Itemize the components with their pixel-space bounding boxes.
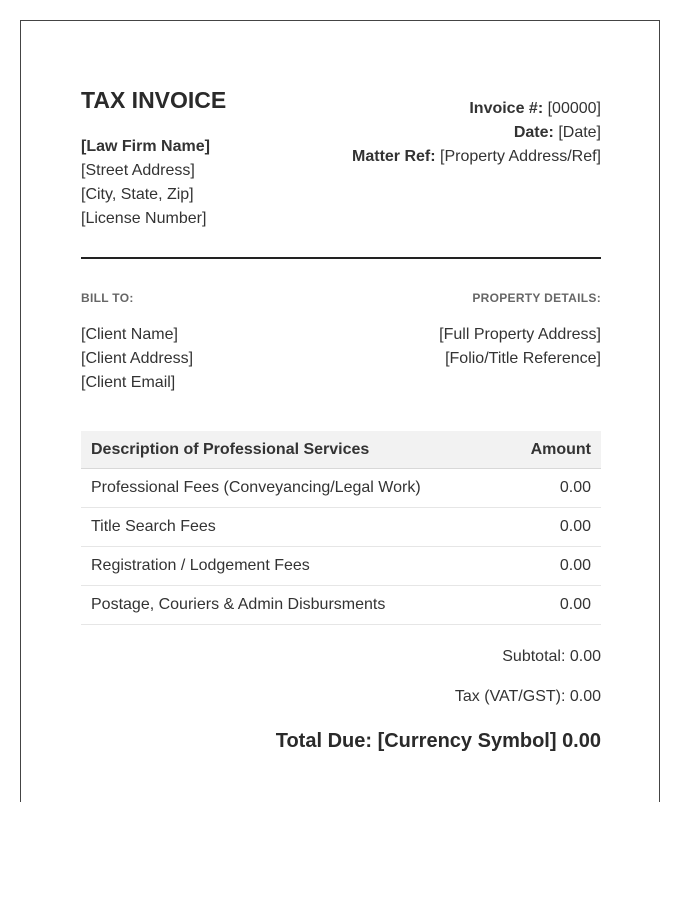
service-amount: 0.00 [504, 508, 601, 547]
services-header-row [81, 431, 601, 469]
services-table [81, 431, 601, 625]
total-due: Total Due: [Currency Symbol] 0.00 [275, 730, 601, 752]
totals-section [81, 645, 601, 753]
bill-to-details [81, 323, 193, 395]
invoice-title: TAX INVOICE [81, 87, 227, 113]
property-label: PROPERTY DETAILS: [472, 291, 601, 305]
invoice-header [81, 85, 601, 231]
bill-to-section [81, 291, 193, 395]
matter-ref-line [352, 145, 601, 169]
property-folio: [Folio/Title Reference] [445, 350, 601, 367]
invoice-date-label: Date: [513, 124, 554, 141]
property-address: [Full Property Address] [439, 326, 601, 343]
description-header: Description of Professional Services [81, 431, 504, 469]
firm-city: [City, State, Zip] [81, 186, 194, 203]
amount-header: Amount [504, 431, 601, 469]
matter-ref-value: [Property Address/Ref] [440, 148, 601, 165]
invoice-content [81, 85, 601, 753]
client-address: [Client Address] [81, 350, 194, 367]
invoice-date-value: [Date] [558, 124, 601, 141]
client-name: [Client Name] [81, 326, 178, 343]
bill-to-label: BILL TO: [81, 291, 134, 305]
invoice-number-value: [00000] [547, 100, 601, 117]
invoice-page [20, 20, 660, 802]
invoice-date-line [352, 121, 601, 145]
service-amount: 0.00 [504, 547, 601, 586]
service-amount: 0.00 [504, 586, 601, 625]
firm-section [81, 85, 226, 231]
invoice-number-line [352, 97, 601, 121]
invoice-number-label: Invoice #: [469, 100, 544, 117]
firm-name: [Law Firm Name] [81, 138, 210, 155]
invoice-meta [352, 97, 601, 169]
service-description: Professional Fees (Conveyancing/Legal Work) [81, 469, 504, 508]
matter-ref-label: Matter Ref: [352, 148, 436, 165]
client-email: [Client Email] [81, 374, 176, 391]
service-description: Title Search Fees [81, 508, 504, 547]
service-description: Registration / Lodgement Fees [81, 547, 504, 586]
tax-amount: Tax (VAT/GST): 0.00 [454, 688, 601, 705]
subtotal: Subtotal: 0.00 [502, 648, 601, 665]
property-section [439, 291, 601, 395]
table-row [81, 586, 601, 625]
table-row [81, 469, 601, 508]
service-amount: 0.00 [504, 469, 601, 508]
property-details [439, 323, 601, 371]
service-description: Postage, Couriers & Admin Disbursments [81, 586, 504, 625]
header-divider [81, 257, 601, 259]
firm-license: [License Number] [81, 210, 207, 227]
table-row [81, 508, 601, 547]
firm-details [81, 135, 226, 231]
firm-street: [Street Address] [81, 162, 195, 179]
parties-section [81, 291, 601, 395]
table-row [81, 547, 601, 586]
